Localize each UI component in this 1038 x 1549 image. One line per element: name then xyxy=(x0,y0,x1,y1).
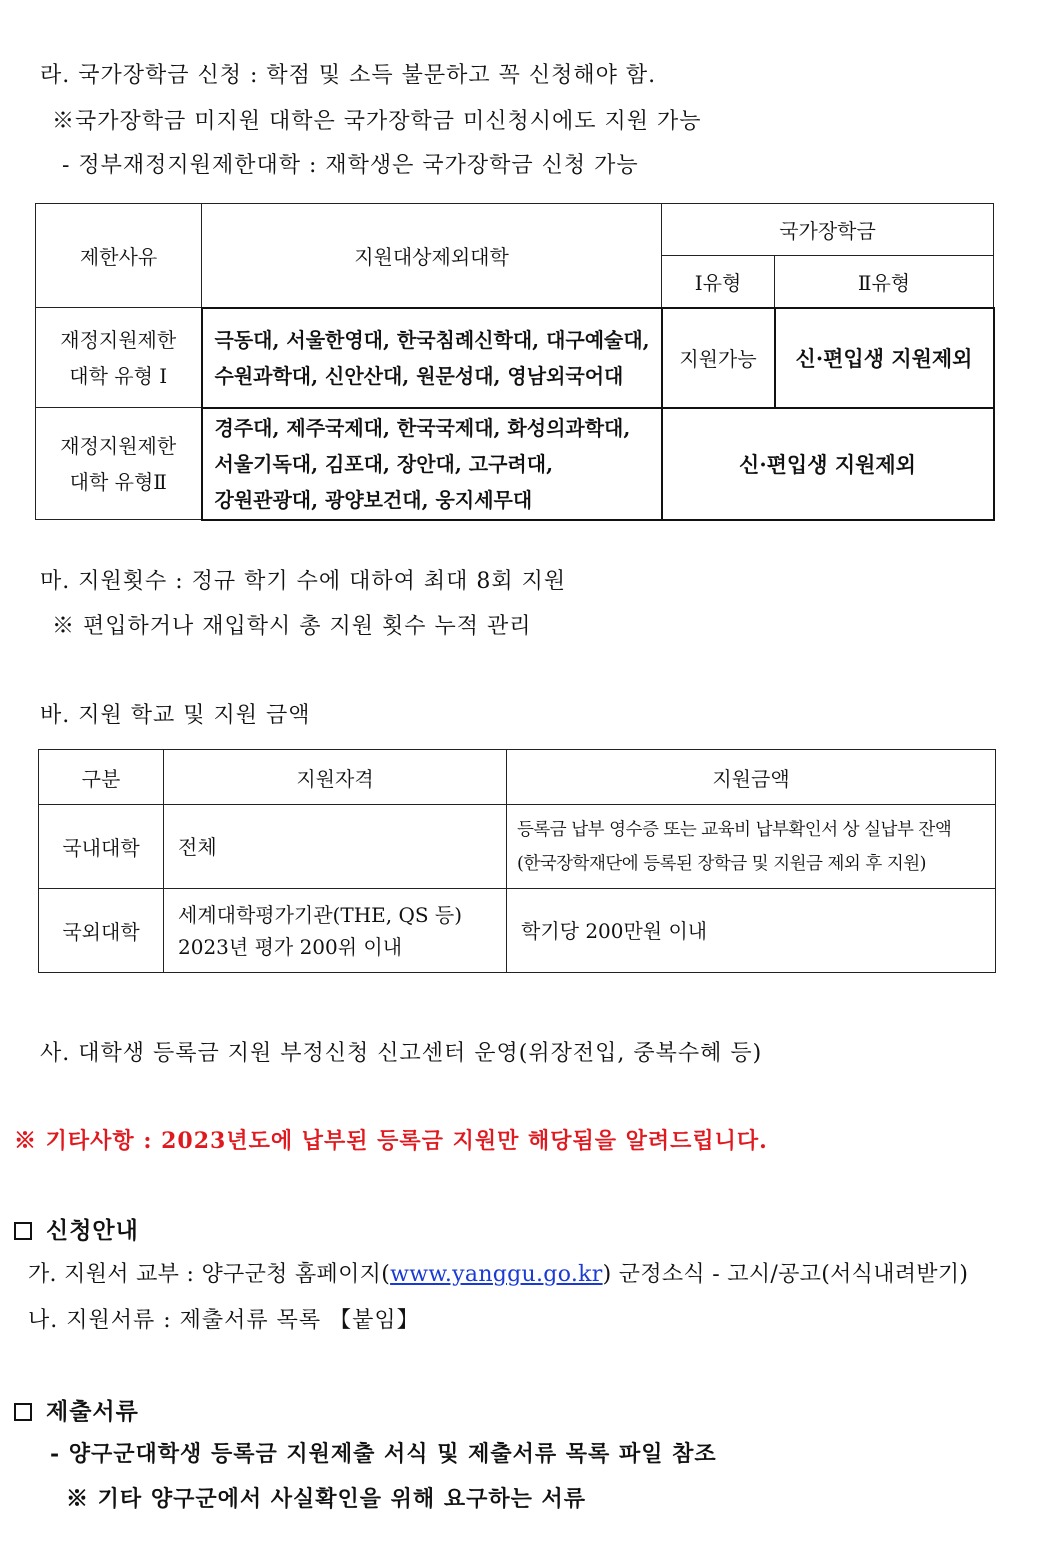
section-ma-heading: 마. 지원횟수 : 정규 학기 수에 대하여 최대 8회 지원 xyxy=(40,569,567,594)
header-restriction-reason: 제한사유 xyxy=(36,204,202,308)
section-ra-heading: 라. 국가장학금 신청 : 학점 및 소득 불문하고 꼭 신청해야 함. xyxy=(40,63,657,88)
submission-docs-heading: 제출서류 xyxy=(14,1393,139,1426)
section-ma-note: ※ 편입하거나 재입학시 총 지원 횟수 누적 관리 xyxy=(52,614,532,639)
eligibility-cell: 전체 xyxy=(164,805,507,889)
category-cell: 국외대학 xyxy=(39,889,164,973)
header-excluded-schools: 지원대상제외대학 xyxy=(202,204,662,308)
important-notice: ※ 기타사항 : 2023년도에 납부된 등록금 지원만 해당됨을 알려드립니다. xyxy=(14,1128,768,1154)
header-amount: 지원금액 xyxy=(507,750,996,805)
apply-form-distribution: 가. 지원서 교부 : 양구군청 홈페이지(www.yanggu.go.kr) 군정소식 - 고시/공고(서식내려받기) xyxy=(28,1262,969,1287)
header-category: 구분 xyxy=(39,750,164,805)
header-national-scholarship: 국가장학금 xyxy=(662,204,994,256)
submission-docs-line-2: ※ 기타 양구군에서 사실확인을 위해 요구하는 서류 xyxy=(66,1486,586,1512)
section-ba-heading: 바. 지원 학교 및 지원 금액 xyxy=(40,703,311,728)
apply-documents: 나. 지원서류 : 제출서류 목록 【붙임】 xyxy=(28,1308,420,1333)
excluded-schools-cell: 극동대, 서울한영대, 한국침례신학대, 대구예술대, 수원과학대, 신안산대, 원문성대, 영남외국어대 xyxy=(202,308,662,408)
table-row xyxy=(36,308,994,408)
excluded-schools-cell: 경주대, 제주국제대, 한국국제대, 화성의과학대, 서울기독대, 김포대, 장안대, 고구려대, 강원관광대, 광양보건대, 웅지세무대 xyxy=(202,408,662,520)
apply-guide-heading: 신청안내 xyxy=(14,1212,139,1245)
eligibility-cell: 세계대학평가기관(THE, QS 등) 2023년 평가 200위 이내 xyxy=(164,889,507,973)
homepage-link[interactable]: www.yanggu.go.kr xyxy=(390,1262,603,1287)
table-row xyxy=(39,889,996,973)
header-type-2: Ⅱ유형 xyxy=(775,256,994,308)
merged-scholarship-cell: 신·편입생 지원제외 xyxy=(662,408,994,520)
category-cell: 국내대학 xyxy=(39,805,164,889)
table-row xyxy=(39,805,996,889)
support-amount-table xyxy=(38,749,996,973)
funding-restriction-table xyxy=(35,203,995,521)
amount-cell: 학기당 200만원 이내 xyxy=(507,889,996,973)
section-sa-heading: 사. 대학생 등록금 지원 부정신청 신고센터 운영(위장전입, 중복수혜 등) xyxy=(40,1041,763,1066)
type-1-cell: 지원가능 xyxy=(662,308,775,408)
restriction-reason-cell: 재정지원제한 대학 유형Ⅱ xyxy=(36,408,202,520)
table-row xyxy=(36,408,994,520)
header-type-1: Ⅰ유형 xyxy=(662,256,775,308)
submission-docs-line-1: - 양구군대학생 등록금 지원제출 서식 및 제출서류 목록 파일 참조 xyxy=(50,1441,717,1467)
header-eligibility: 지원자격 xyxy=(164,750,507,805)
section-ra-note-1: ※국가장학금 미지원 대학은 국가장학금 미신청시에도 지원 가능 xyxy=(52,109,702,134)
restriction-reason-cell: 재정지원제한 대학 유형 Ⅰ xyxy=(36,308,202,408)
section-ra-note-2: - 정부재정지원제한대학 : 재학생은 국가장학금 신청 가능 xyxy=(62,153,639,178)
type-2-cell: 신·편입생 지원제외 xyxy=(775,308,994,408)
amount-cell: 등록금 납부 영수증 또는 교육비 납부확인서 상 실납부 잔액 (한국장학재단에 등록된 장학금 및 지원금 제외 후 지원) xyxy=(507,805,996,889)
checkbox-icon xyxy=(14,1222,32,1240)
checkbox-icon xyxy=(14,1403,32,1421)
